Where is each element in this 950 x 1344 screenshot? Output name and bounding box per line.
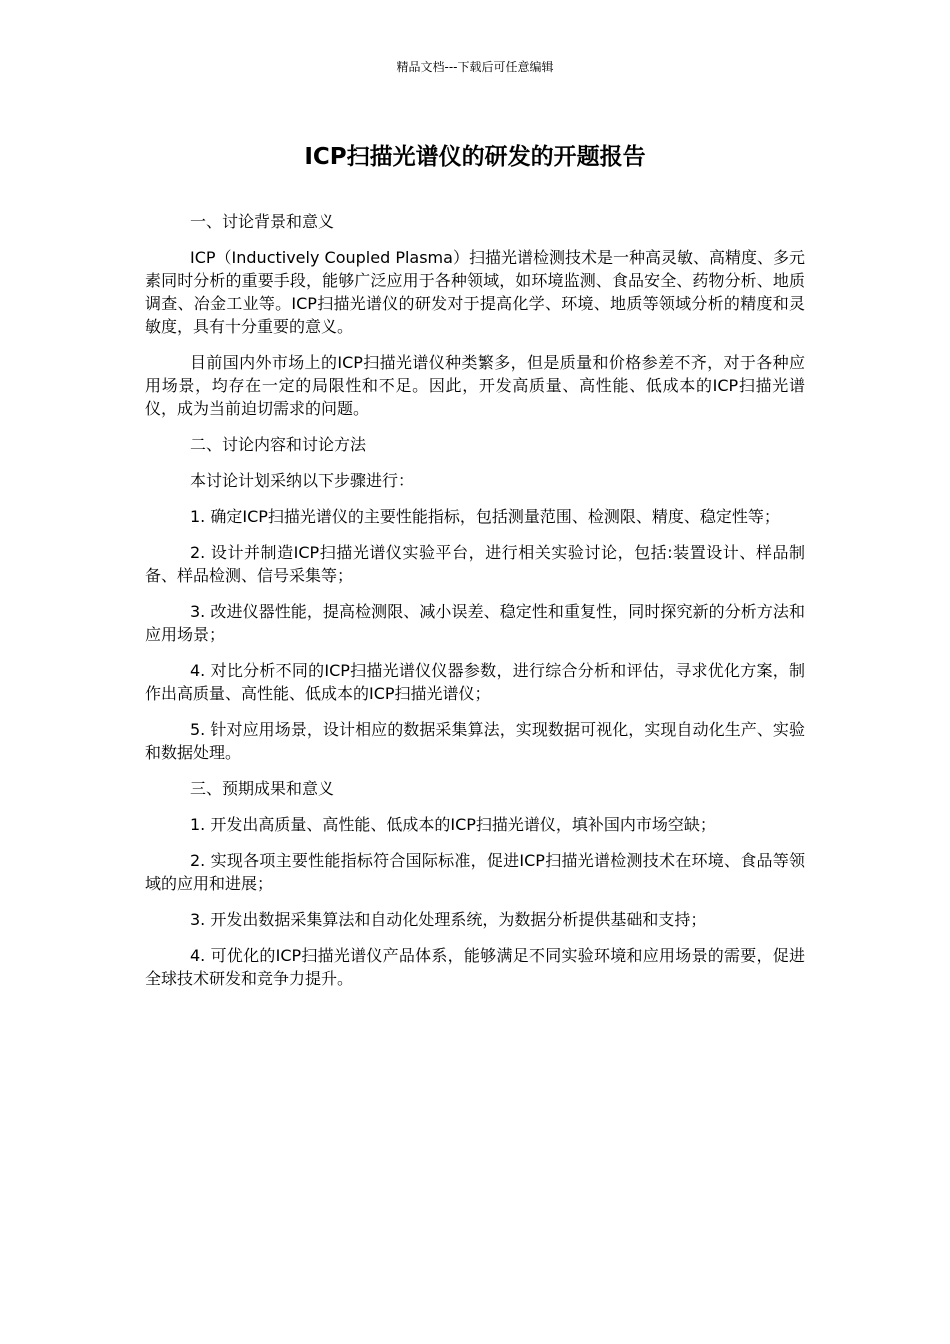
- document-title: ICP扫描光谱仪的研发的开题报告: [304, 144, 646, 170]
- list-item-step-3: 3. 改进仪器性能，提高检测限、减小误差、稳定性和重复性，同时探究新的分析方法和应用场景；: [145, 602, 805, 644]
- paragraph-plan-intro: 本讨论计划采纳以下步骤进行：: [190, 471, 415, 490]
- list-item-result-4: 4. 可优化的ICP扫描光谱仪产品体系，能够满足不同实验环境和应用场景的需要，促进全球技术研发和竞争力提升。: [145, 946, 805, 988]
- section-heading-content-method: 二、讨论内容和讨论方法: [190, 435, 367, 454]
- document-body: [145, 210, 805, 1003]
- list-item-step-5: 5. 针对应用场景，设计相应的数据采集算法，实现数据可视化，实现自动化生产、实验和数据处理。: [145, 720, 805, 762]
- list-item-result-2: 2. 实现各项主要性能指标符合国际标准，促进ICP扫描光谱检测技术在环境、食品等领域的应用和进展；: [145, 851, 805, 893]
- list-item-step-4: 4. 对比分析不同的ICP扫描光谱仪仪器参数，进行综合分析和评估，寻求优化方案，制作出高质量、高性能、低成本的ICP扫描光谱仪；: [145, 661, 805, 703]
- section-heading-background: 一、讨论背景和意义: [190, 212, 335, 231]
- list-item-result-3: 3. 开发出数据采集算法和自动化处理系统，为数据分析提供基础和支持；: [190, 910, 707, 929]
- list-item-step-1: 1. 确定ICP扫描光谱仪的主要性能指标，包括测量范围、检测限、精度、稳定性等；: [190, 507, 780, 526]
- paragraph-market-status: 目前国内外市场上的ICP扫描光谱仪种类繁多，但是质量和价格参差不齐，对于各种应用场景，均存在一定的局限性和不足。因此，开发高质量、高性能、低成本的ICP扫描光谱仪，成为当前迫切需求的问题。: [145, 353, 805, 418]
- list-item-step-2: 2. 设计并制造ICP扫描光谱仪实验平台，进行相关实验讨论，包括:装置设计、样品制备、样品检测、信号采集等；: [145, 543, 805, 585]
- header-note: 精品文档---下载后可任意编辑: [396, 60, 554, 74]
- paragraph-icp-intro: ICP（Inductively Coupled Plasma）扫描光谱检测技术是一种高灵敏、高精度、多元素同时分析的重要手段，能够广泛应用于各种领域，如环境监测、食品安全、药物分析、地质调查、冶金工业等。ICP扫描光谱仪的研发对于提高化学、环境、地质等领域分析的精度和灵敏度，具有十分重要的意义。: [145, 248, 805, 336]
- section-heading-expected-results: 三、预期成果和意义: [190, 779, 335, 798]
- list-item-result-1: 1. 开发出高质量、高性能、低成本的ICP扫描光谱仪，填补国内市场空缺；: [190, 815, 716, 834]
